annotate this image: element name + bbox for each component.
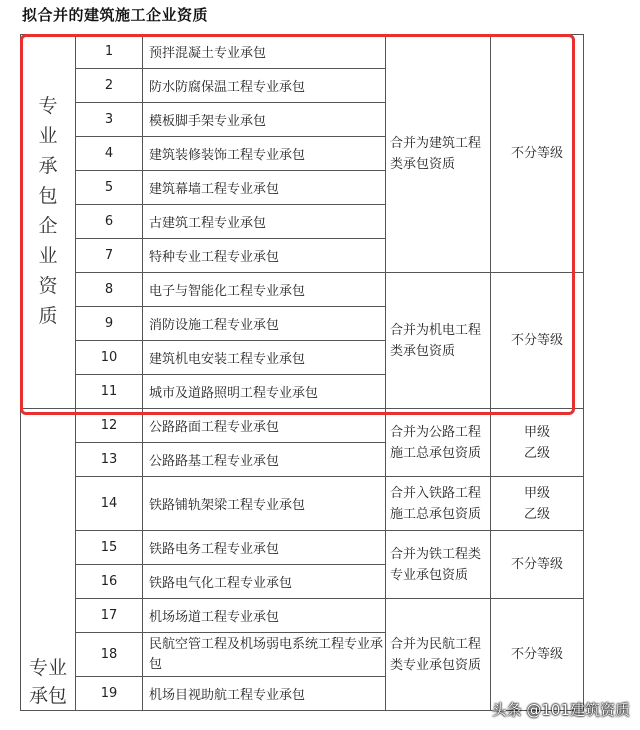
row-number: 9 [76, 307, 143, 341]
table-row [21, 531, 584, 565]
qualification-name: 建筑机电安装工程专业承包 [143, 341, 386, 375]
qualification-name: 电子与智能化工程专业承包 [143, 273, 386, 307]
qualification-name: 古建筑工程专业承包 [143, 205, 386, 239]
row-number: 15 [76, 531, 143, 565]
merge-target: 合并为民航工程类专业承包资质 [386, 599, 491, 711]
row-number: 2 [76, 69, 143, 103]
qualification-name: 民航空管工程及机场弱电系统工程专业承包 [143, 633, 386, 677]
table-row [21, 273, 584, 307]
row-number: 8 [76, 273, 143, 307]
grade: 甲级 乙级 [491, 409, 584, 477]
qualification-name: 预拌混凝土专业承包 [143, 35, 386, 69]
grade: 甲级 乙级 [491, 477, 584, 531]
row-number: 10 [76, 341, 143, 375]
table-row [21, 599, 584, 633]
row-number: 3 [76, 103, 143, 137]
qualification-name: 建筑幕墙工程专业承包 [143, 171, 386, 205]
grade: 不分等级 [491, 531, 584, 599]
row-number: 18 [76, 633, 143, 677]
row-number: 16 [76, 565, 143, 599]
category-label: 专业 承包 [28, 657, 67, 707]
table-row [21, 35, 584, 69]
qualification-name: 机场目视助航工程专业承包 [143, 677, 386, 711]
merge-target: 合并入铁路工程施工总承包资质 [386, 477, 491, 531]
row-number: 6 [76, 205, 143, 239]
merge-target: 合并为铁工程类专业承包资质 [386, 531, 491, 599]
qualification-name: 铁路铺轨架梁工程专业承包 [143, 477, 386, 531]
qualification-name: 建筑装修装饰工程专业承包 [143, 137, 386, 171]
table-row [21, 477, 584, 531]
grade: 不分等级 [491, 599, 584, 711]
qualification-table [20, 34, 584, 711]
qualification-name: 模板脚手架专业承包 [143, 103, 386, 137]
grade: 不分等级 [491, 35, 584, 273]
watermark: 头条 @101建筑资质 [491, 701, 630, 719]
qualification-name: 机场场道工程专业承包 [143, 599, 386, 633]
row-number: 5 [76, 171, 143, 205]
merge-target: 合并为机电工程类承包资质 [386, 273, 491, 409]
merge-target: 合并为建筑工程类承包资质 [386, 35, 491, 273]
category-cell [21, 35, 76, 409]
qualification-name: 公路路面工程专业承包 [143, 409, 386, 443]
row-number: 1 [76, 35, 143, 69]
qualification-name: 消防设施工程专业承包 [143, 307, 386, 341]
category-label: 专 业 承 包 企 业 资 质 [38, 95, 58, 327]
page-title: 拟合并的建筑施工企业资质 [22, 6, 209, 24]
row-number: 17 [76, 599, 143, 633]
qualification-name: 铁路电务工程专业承包 [143, 531, 386, 565]
row-number: 11 [76, 375, 143, 409]
row-number: 4 [76, 137, 143, 171]
qualification-name: 公路路基工程专业承包 [143, 443, 386, 477]
qualification-name: 防水防腐保温工程专业承包 [143, 69, 386, 103]
row-number: 19 [76, 677, 143, 711]
qualification-name: 特种专业工程专业承包 [143, 239, 386, 273]
category-cell [21, 409, 76, 711]
row-number: 7 [76, 239, 143, 273]
qualification-name: 城市及道路照明工程专业承包 [143, 375, 386, 409]
grade: 不分等级 [491, 273, 584, 409]
row-number: 13 [76, 443, 143, 477]
merge-target: 合并为公路工程施工总承包资质 [386, 409, 491, 477]
table-row [21, 409, 584, 443]
row-number: 12 [76, 409, 143, 443]
row-number: 14 [76, 477, 143, 531]
qualification-name: 铁路电气化工程专业承包 [143, 565, 386, 599]
